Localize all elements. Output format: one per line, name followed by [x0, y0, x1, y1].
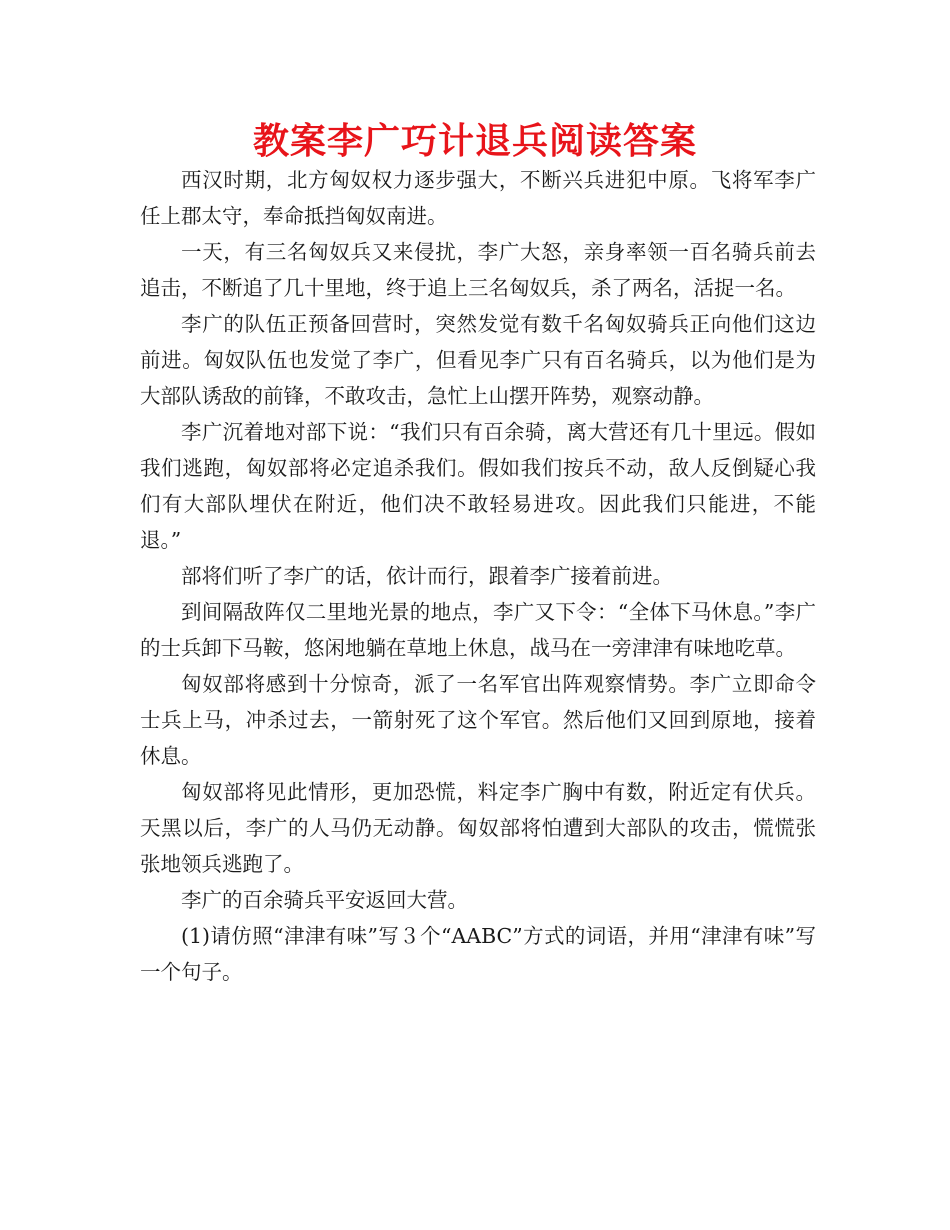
document-body: [140, 162, 816, 990]
paragraph: 西汉时期，北方匈奴权力逐步强大，不断兴兵进犯中原。飞将军李广任上郡太守，奉命抵挡匈奴南进。: [140, 168, 816, 228]
paragraph: 匈奴部将感到十分惊奇，派了一名军官出阵观察情势。李广立即命令士兵上马，冲杀过去，一箭射死了这个军官。然后他们又回到原地，接着休息。: [140, 672, 816, 768]
paragraph: 部将们听了李广的话，依计而行，跟着李广接着前进。: [181, 564, 673, 588]
paragraph: 一天，有三名匈奴兵又来侵扰，李广大怒，亲身率领一百名骑兵前去追击，不断追了几十里地，终于追上三名匈奴兵，杀了两名，活捉一名。: [140, 240, 816, 300]
paragraph: 李广的队伍正预备回营时，突然发觉有数千名匈奴骑兵正向他们这边前进。匈奴队伍也发觉了李广，但看见李广只有百名骑兵，以为他们是为大部队诱敌的前锋，不敢攻击，急忙上山摆开阵势，观察动静。: [140, 312, 816, 408]
paragraph: 到间隔敌阵仅二里地光景的地点，李广又下令：“全体下马休息。”李广的士兵卸下马鞍，悠闲地躺在草地上休息，战马在一旁津津有味地吃草。: [140, 600, 816, 660]
document-title: 教案李广巧计退兵阅读答案: [252, 121, 697, 162]
paragraph: 匈奴部将见此情形，更加恐慌，料定李广胸中有数，附近定有伏兵。天黑以后，李广的人马仍无动静。匈奴部将怕遭到大部队的攻击，慌慌张张地领兵逃跑了。: [140, 780, 816, 876]
paragraph: 李广的百余骑兵平安返回大营。: [181, 888, 468, 912]
question: (1)请仿照“津津有味”写３个“AABC”方式的词语，并用“津津有味”写一个句子。: [140, 924, 816, 984]
paragraph: 李广沉着地对部下说：“我们只有百余骑，离大营还有几十里远。假如我们逃跑，匈奴部将必定追杀我们。假如我们按兵不动，敌人反倒疑心我们有大部队埋伏在附近，他们决不敢轻易进攻。因此我们只能进，不能退。”: [140, 420, 816, 552]
